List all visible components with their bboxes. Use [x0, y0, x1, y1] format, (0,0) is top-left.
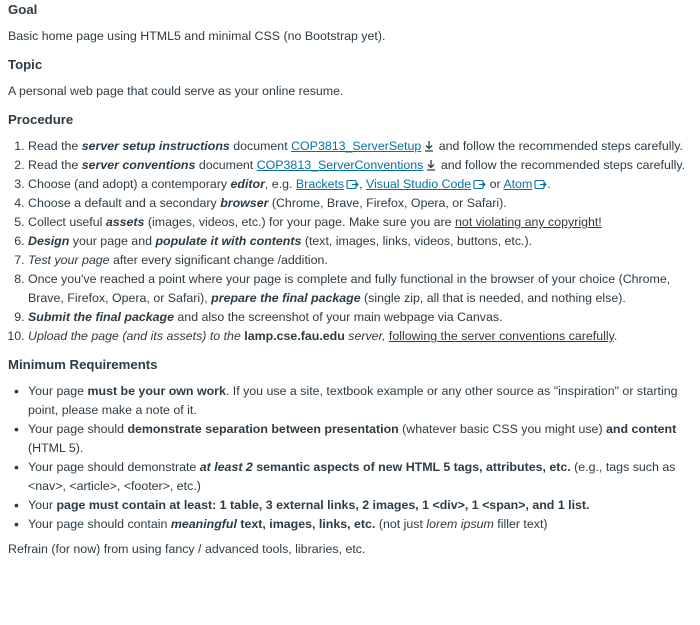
goal-text: Basic home page using HTML5 and minimal CSS (no Bootstrap yet). — [8, 29, 386, 43]
requirement-item: • Your page should demonstrate separation between presentation (whatever basic CSS you might use) and content (HTML 5). — [28, 420, 688, 458]
procedure-step: 4. Choose a default and a secondary browser (Chrome, Brave, Firefox, Opera, or Safari). — [28, 194, 688, 213]
server-setup-link[interactable]: COP3813_ServerSetup — [291, 139, 422, 153]
procedure-step: 6. Design your page and populate it with contents (text, images, links, videos, buttons, etc.). — [28, 232, 688, 251]
server-conventions-link[interactable]: COP3813_ServerConventions — [256, 158, 424, 172]
procedure-list — [8, 137, 688, 346]
external-link-icon[interactable] — [346, 179, 359, 190]
procedure-step: 2. Read the server conventions document COP3813_ServerConventions and follow the recommended steps carefully. — [28, 156, 688, 175]
procedure-step: 5. Collect useful assets (images, videos, etc.) for your page. Make sure you are not violating any copyright! — [28, 213, 688, 232]
download-icon[interactable] — [423, 140, 435, 152]
procedure-step: 3. Choose (and adopt) a contemporary editor, e.g. Brackets , Visual Studio Code or Atom . — [28, 175, 688, 194]
brackets-link[interactable]: Brackets — [295, 177, 345, 191]
topic-text: A personal web page that could serve as your online resume. — [8, 84, 344, 98]
goal-heading: Goal — [8, 2, 38, 17]
procedure-heading: Procedure — [8, 112, 74, 127]
requirement-item: • Your page should demonstrate at least 2 semantic aspects of new HTML 5 tags, attributes, etc. (e.g., tags such as <nav>, <article>, <footer>, etc.) — [28, 458, 688, 496]
vscode-link[interactable]: Visual Studio Code — [366, 177, 472, 191]
requirement-item: • Your page must be your own work. If you use a site, textbook example or any other source as "inspiration" or starting point, please make a note of it. — [28, 382, 688, 420]
requirement-item: • Your page should contain meaningful text, images, links, etc. (not just lorem ipsum filler text) — [28, 515, 688, 534]
copyright-link[interactable]: not violating any copyright! — [455, 215, 602, 229]
external-link-icon[interactable] — [534, 179, 547, 190]
refrain-note: Refrain (for now) from using fancy / advanced tools, libraries, etc. — [8, 542, 366, 556]
topic-heading: Topic — [8, 57, 43, 72]
atom-link[interactable]: Atom — [503, 177, 533, 191]
procedure-step: 10. Upload the page (and its assets) to the lamp.cse.fau.edu server, following the server conventions carefully. — [28, 327, 688, 346]
requirement-item: • Your page must contain at least: 1 table, 3 external links, 2 images, 1 <div>, 1 <span>, and 1 list. — [28, 496, 688, 515]
procedure-step: 7. Test your page after every significant change /addition. — [28, 251, 688, 270]
procedure-step: 1. Read the server setup instructions document COP3813_ServerSetup and follow the recommended steps carefully. — [28, 137, 688, 156]
requirements-list — [8, 382, 688, 534]
server-conventions-followup-link[interactable]: following the server conventions carefully — [388, 329, 614, 343]
procedure-step: 9. Submit the final package and also the screenshot of your main webpage via Canvas. — [28, 308, 688, 327]
download-icon[interactable] — [425, 159, 437, 171]
procedure-step: 8. Once you've reached a point where your page is complete and fully functional in the browser of your choice (Chrome, Brave, Firefox, Opera, or Safari), prepare the final package (single zip, all that is needed, and nothing else). — [28, 270, 688, 308]
requirements-heading: Minimum Requirements — [8, 357, 158, 372]
external-link-icon[interactable] — [473, 179, 486, 190]
